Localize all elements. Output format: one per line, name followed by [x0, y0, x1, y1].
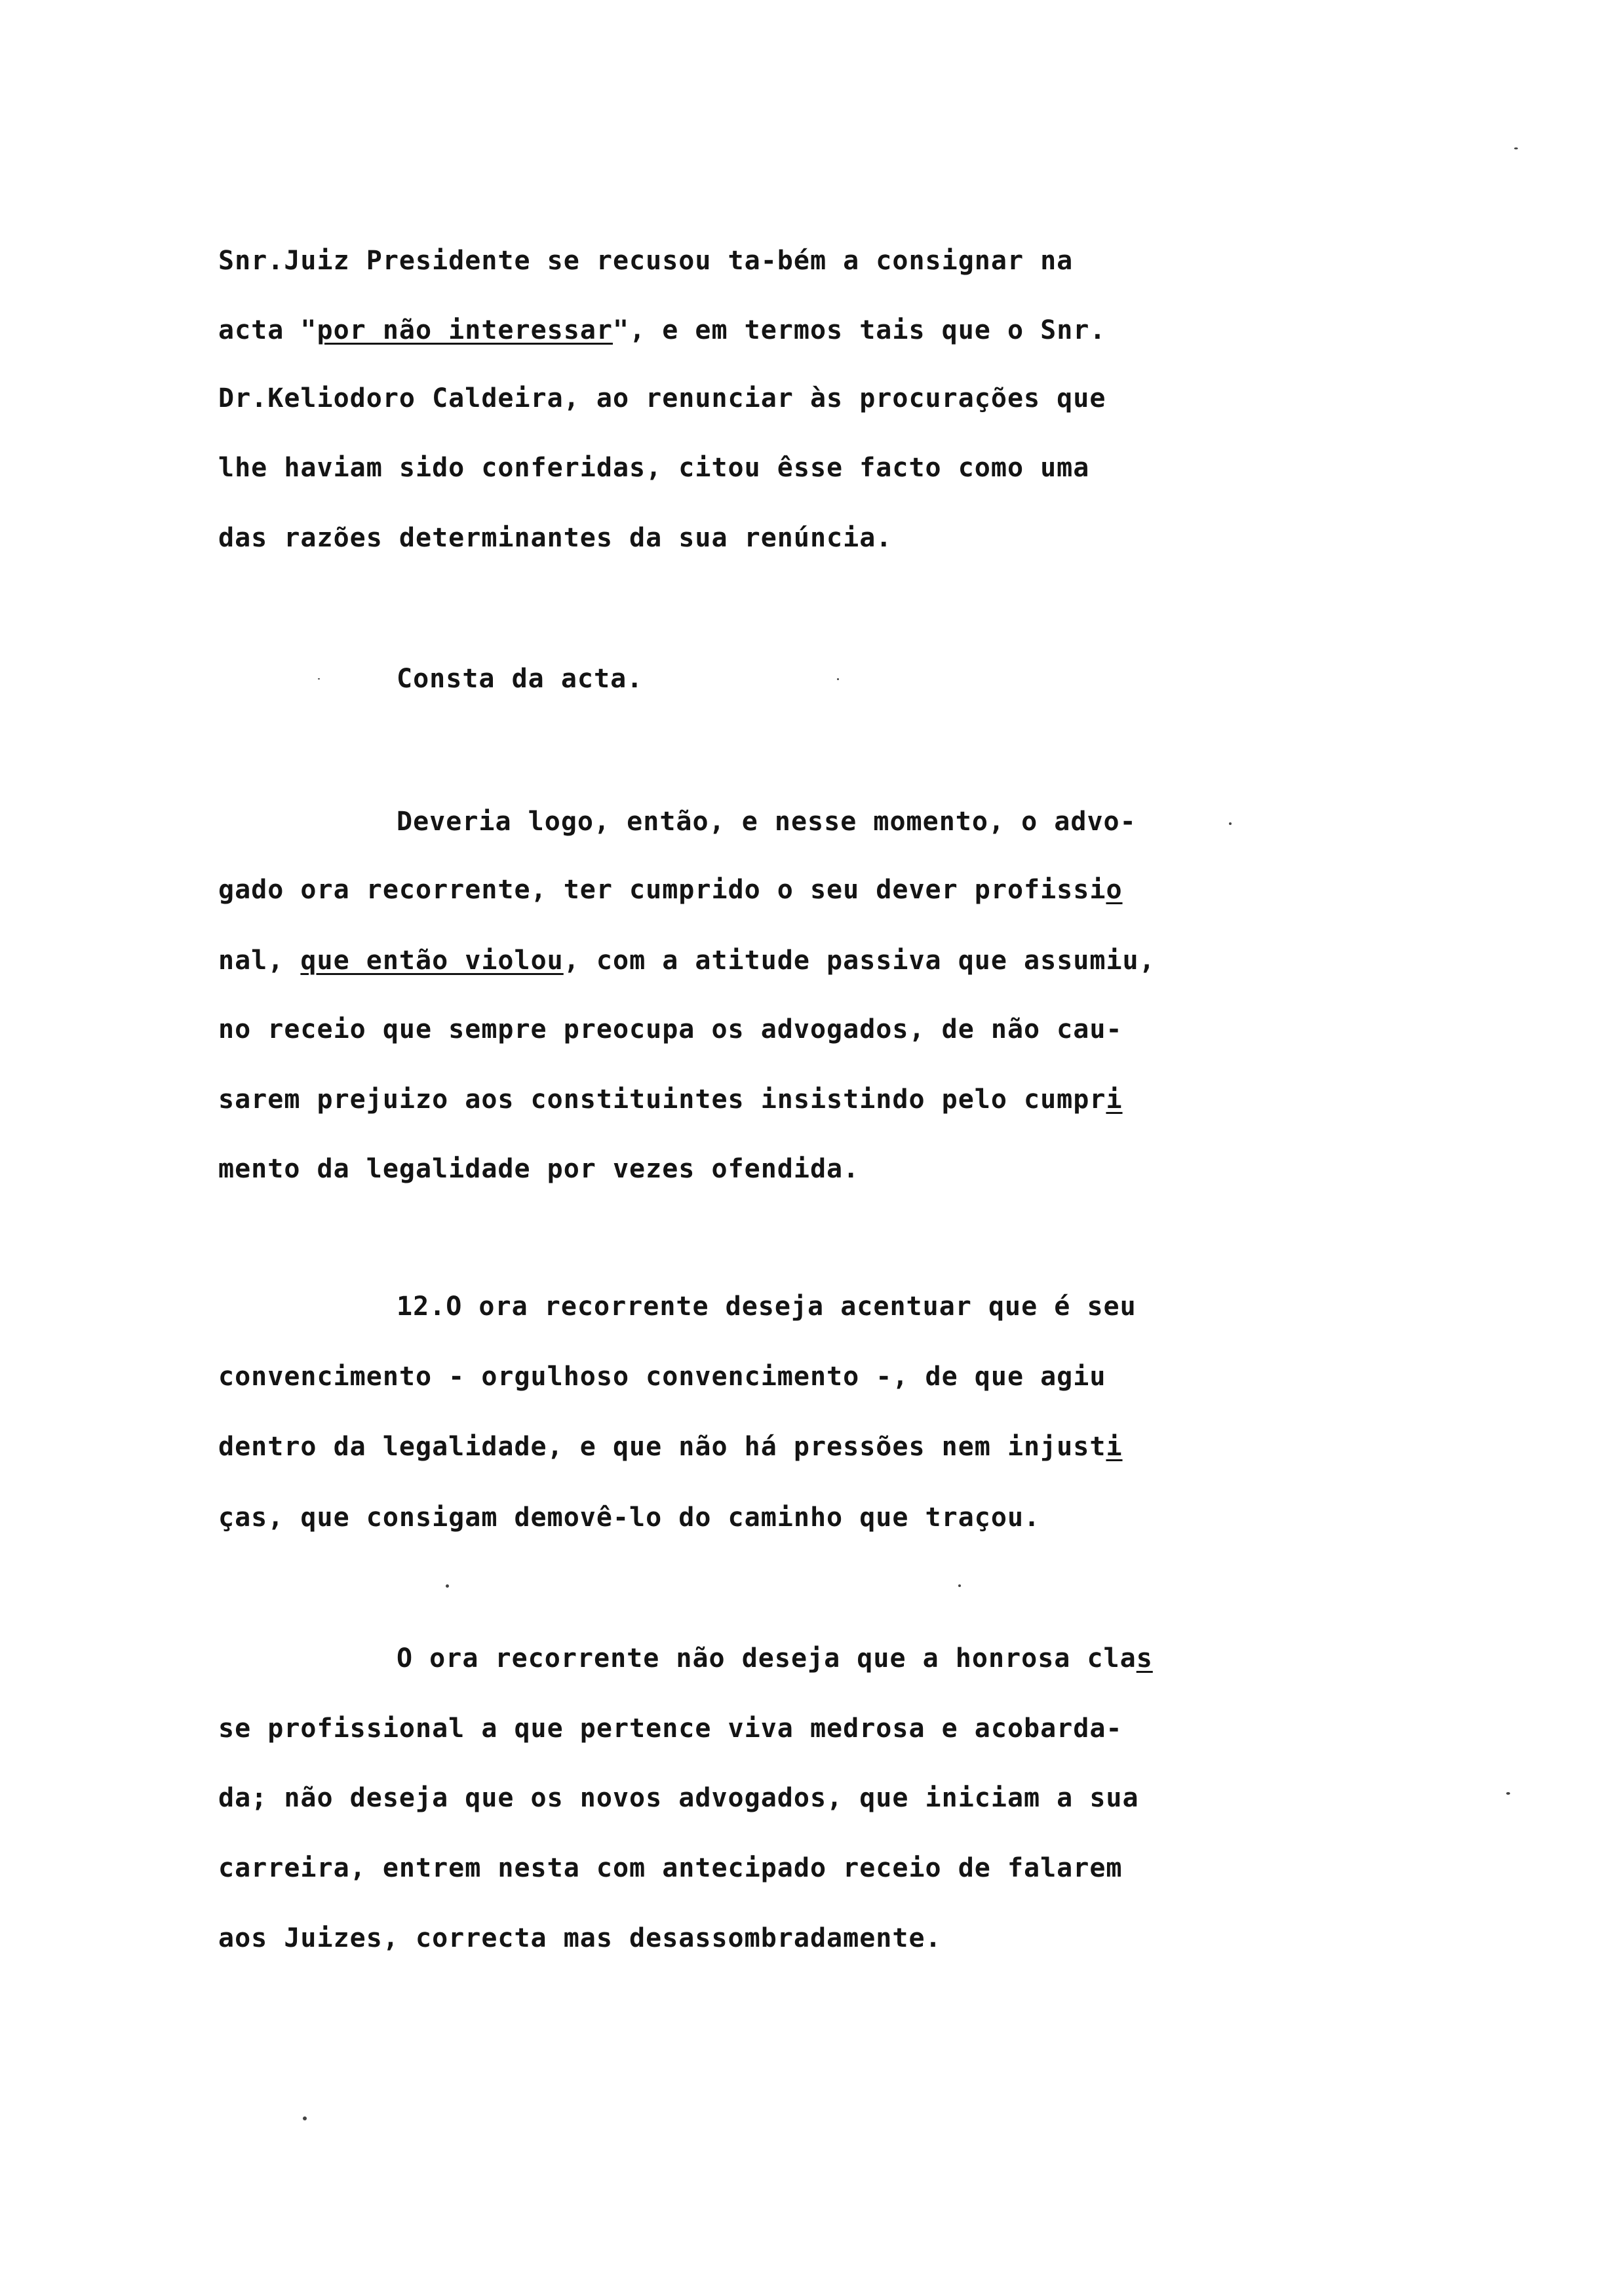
- paragraph-3-line-6: mento da legalidade por vezes ofendida.: [218, 1154, 860, 1184]
- text-segment: O ora recorrente não deseja que a honrosa cla: [397, 1643, 1137, 1674]
- scan-speck: [958, 1584, 961, 1587]
- scan-speck: [837, 678, 839, 680]
- text-segment: acta ": [218, 315, 317, 345]
- paragraph-5-line-1: [397, 1641, 1153, 1675]
- scan-speck: [303, 2116, 307, 2120]
- paragraph-5-line-2: se profissional a que pertence viva medrosa e acobarda-: [218, 1713, 1123, 1744]
- scan-speck: [1506, 1792, 1510, 1795]
- paragraph-4-line-2: convencimento - orgulhoso convencimento -, de que agiu: [218, 1362, 1106, 1392]
- text-segment: sarem prejuizo aos constituintes insistindo pelo cumpr: [218, 1084, 1106, 1115]
- scan-speck: [446, 1584, 449, 1588]
- text-segment: ", e em termos tais que o Snr.: [612, 315, 1106, 345]
- paragraph-1-line-4: lhe haviam sido conferidas, citou êsse facto como uma: [218, 453, 1090, 483]
- underlined-phrase: que então violou: [300, 946, 564, 976]
- underlined-letter: o: [1106, 875, 1123, 905]
- paragraph-1-line-5: das razões determinantes da sua renúncia.: [218, 523, 893, 553]
- paragraph-4-line-4: ças, que consigam demovê-lo do caminho que traçou.: [218, 1502, 1041, 1533]
- underlined-phrase: por não interessar: [317, 315, 613, 345]
- paragraph-3-line-1: Deveria logo, então, e nesse momento, o advo-: [397, 807, 1137, 837]
- paragraph-1-line-3: Dr.Keliodoro Caldeira, ao renunciar às procurações que: [218, 383, 1106, 413]
- text-segment: , com a atitude passiva que assumiu,: [563, 946, 1156, 976]
- paragraph-5-line-3: da; não deseja que os novos advogados, que iniciam a sua: [218, 1783, 1139, 1813]
- paragraph-2-line-1: Consta da acta.: [397, 664, 644, 694]
- paragraph-3-line-4: no receio que sempre preocupa os advogados, de não cau-: [218, 1014, 1123, 1044]
- paragraph-3-line-5: [218, 1082, 1123, 1117]
- paragraph-3-line-2: [218, 873, 1123, 907]
- scan-speck: [318, 678, 320, 679]
- text-segment: nal,: [218, 946, 301, 976]
- text-segment: dentro da legalidade, e que não há pressões nem injust: [218, 1432, 1106, 1462]
- paragraph-1-line-2: [218, 313, 1106, 347]
- paragraph-3-line-3: [218, 944, 1156, 978]
- paragraph-5-line-4: carreira, entrem nesta com antecipado receio de falarem: [218, 1853, 1123, 1883]
- paragraph-5-line-5: aos Juizes, correcta mas desassombradamente.: [218, 1923, 942, 1953]
- scan-speck: [1514, 147, 1518, 149]
- underlined-letter: i: [1106, 1084, 1123, 1115]
- paragraph-4-line-3: [218, 1430, 1123, 1464]
- underlined-letter: i: [1106, 1432, 1123, 1462]
- paragraph-1-line-1: Snr.Juiz Presidente se recusou ta-bém a consignar na: [218, 246, 1074, 276]
- text-segment: gado ora recorrente, ter cumprido o seu dever profissi: [218, 875, 1106, 905]
- underlined-letter: s: [1136, 1643, 1153, 1674]
- paragraph-4-line-1: 12.O ora recorrente deseja acentuar que é seu: [397, 1292, 1137, 1322]
- scan-speck: [1229, 822, 1232, 825]
